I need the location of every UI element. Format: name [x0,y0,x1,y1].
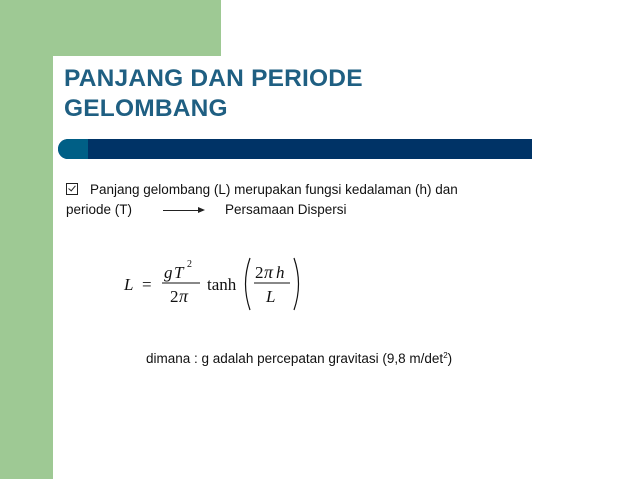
note-close: ) [447,351,453,366]
formula-inner-num-h: h [276,263,285,282]
side-decor-band [0,0,53,479]
bullet-item [66,180,458,200]
gravity-note [146,346,452,369]
note-text: dimana : g adalah percepatan gravitasi (9,8 m/det [146,351,444,366]
note-superscript: 2 [443,351,448,360]
formula-den-pi: π [179,286,189,306]
slide-title [64,64,584,124]
top-decor-band [0,0,221,56]
formula-num-exp: 2 [187,259,192,270]
right-arrow-icon [163,210,203,211]
bullet-line-2: periode (T) [66,202,133,217]
arrow-label: Persamaan Dispersi [225,202,347,217]
formula-num-g: g [164,263,173,282]
title-line-2: GELOMBANG [64,95,228,122]
title-line-1: PANJANG DAN PERIODE [64,65,363,92]
formula-den-2: 2 [170,287,179,306]
dispersion-formula [120,252,340,322]
formula-lhs: L [124,275,134,294]
formula-inner-num-pi: π [264,262,274,282]
formula-num-T: T [174,263,184,282]
checkbox-bullet-icon [66,183,78,195]
formula-inner-num-2: 2 [255,263,264,282]
formula-func: tanh [207,275,237,294]
bullet-text: Panjang gelombang (L) merupakan fungsi kedalaman (h) dan [90,182,458,197]
formula-equals: = [142,275,152,294]
title-rule-bar [58,139,532,159]
formula-inner-den: L [266,287,276,306]
